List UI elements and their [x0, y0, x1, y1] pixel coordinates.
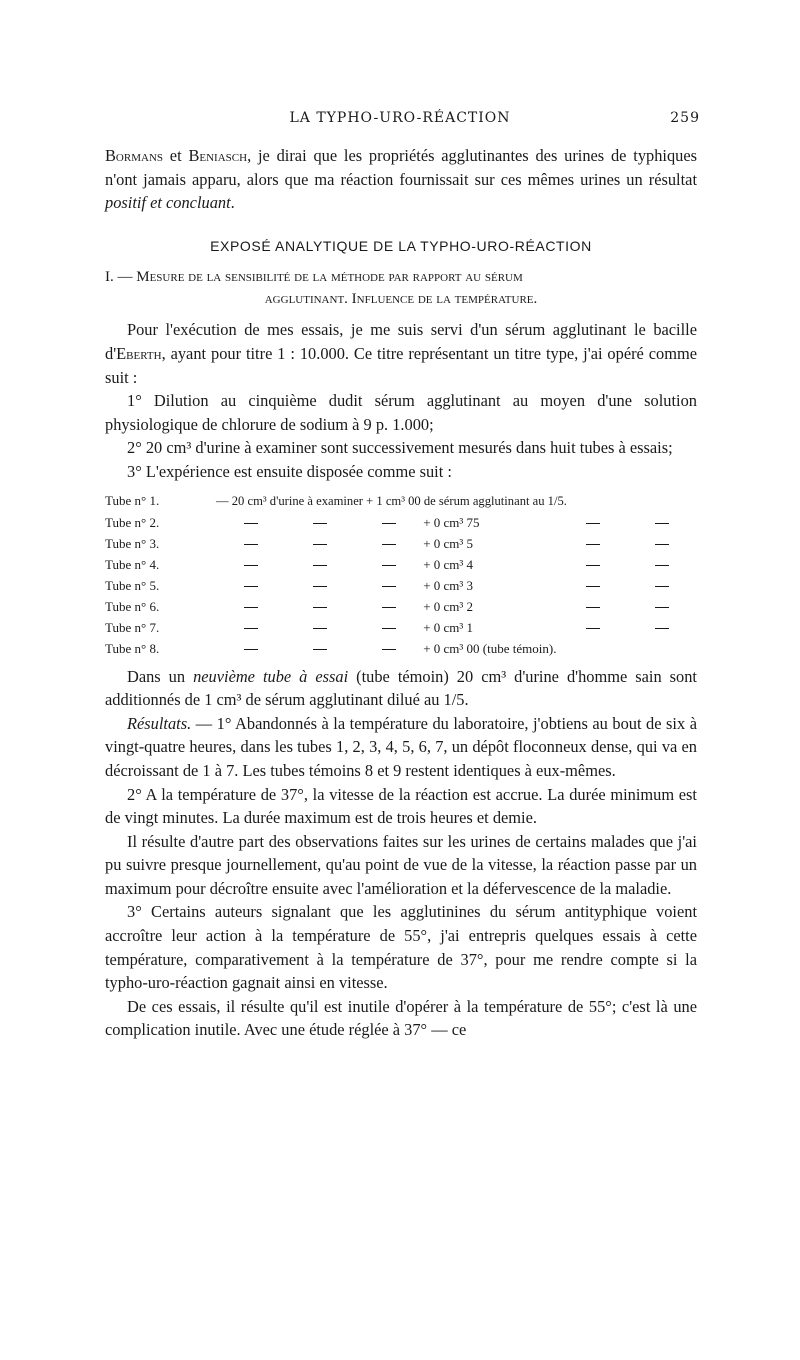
author-name: Eberth	[116, 343, 162, 363]
running-header	[100, 110, 700, 130]
table-row	[105, 554, 697, 575]
paragraph: De ces essais, il résulte qu'il est inutile d'opérer à la température de 55°; c'est là une complication inutile. Avec une étude réglée à 37° — ce	[105, 996, 697, 1040]
paragraph-text: Dans un	[127, 666, 194, 686]
tube-volume: + 0 cm³ 00 (tube témoin).	[423, 640, 557, 656]
step-1: 1° Dilution au cinquième dudit sérum agglutinant au moyen d'une solution physiologique de chlorure de sodium à 9 p. 1.000;	[105, 391, 697, 434]
paragraph-method	[105, 318, 697, 389]
step-3: 3° L'expérience est ensuite disposée comme suit :	[127, 461, 452, 481]
paragraph: 2° A la température de 37°, la vitesse de la réaction est accrue. La durée minimum est de vingt minutes. La durée maximum est de trois heures et demie.	[105, 784, 697, 828]
table-row	[105, 596, 697, 617]
table-row	[105, 575, 697, 596]
paragraph: Il résulte d'autre part des observations faites sur les urines de certains malades que j'ai pu suivre presque journellement, qu'au point de vue de la vitesse, la réaction passe par un maximum pour décroître ensuite avec l'amélioration et la défervescence de la maladie.	[105, 831, 697, 898]
table-row	[105, 617, 697, 638]
subsection-line: I. — Mesure de la sensibilité de la méthode par rapport au sérum	[105, 269, 523, 286]
author-name: Beniasch	[188, 146, 248, 165]
emphasis: neuvième tube à essai	[193, 666, 349, 686]
tube-label: Tube n° 1.	[105, 492, 160, 508]
section-title: EXPOSÉ ANALYTIQUE DE LA TYPHO-URO-RÉACTION	[210, 237, 592, 254]
table-row	[105, 533, 697, 554]
tube-description: — 20 cm³ d'urine à examiner + 1 cm³ 00 de sérum agglutinant au 1/5.	[216, 493, 567, 508]
conjunction: et	[163, 146, 189, 165]
tubes-table	[105, 490, 697, 659]
tube-label: Tube n° 6.	[105, 598, 160, 614]
body-text	[105, 144, 697, 1042]
table-row	[105, 490, 697, 512]
results-label: Résultats.	[127, 713, 192, 733]
paragraph: 3° Certains auteurs signalant que les agglutinines du sérum antityphique voient accroître leur action à la température de 55°, j'ai entrepris quelques essais à cette température, comparativement à la température de 37°, pour me rendre compte si la typho-uro-réaction gagnait ainsi en vitesse.	[105, 902, 697, 993]
page-number: 259	[670, 110, 700, 126]
subsection-line: agglutinant. Influence de la température.	[264, 291, 538, 308]
paragraph-text: — 1° Abandonnés à la température du laboratoire, j'obtiens au bout de six à vingt-quatre heures, dans les tubes 1, 2, 3, 4, 5, 6, 7, un dépôt floconneux dense, qui va en décroissant de 1 à 7. Les tubes témoins 8 et 9 restent identiques à eux-mêmes.	[105, 713, 697, 780]
tube-volume: + 0 cm³ 4	[423, 556, 474, 572]
paragraph-text: Pour l'exécution de mes essais, je me suis servi d'un sérum agglutinant le bacille d'	[105, 320, 697, 363]
tube-label: Tube n° 8.	[105, 640, 160, 656]
paragraph-text: , ayant pour titre 1 : 10.000. Ce titre représentant un titre type, j'ai opéré comme suit :	[105, 343, 697, 387]
paragraph-text: (tube témoin) 20 cm³ d'urine d'homme sain sont additionnés de 1 cm³ de sérum agglutinant dilué au 1/5.	[105, 666, 697, 710]
tube-volume: + 0 cm³ 3	[423, 577, 474, 593]
paragraph-ninth-tube	[105, 665, 697, 712]
tube-label: Tube n° 7.	[105, 619, 160, 635]
subsection-heading	[105, 266, 697, 310]
tube-volume: + 0 cm³ 75	[423, 514, 480, 530]
punctuation: .	[230, 193, 235, 213]
running-title: LA TYPHO-URO-RÉACTION	[289, 110, 511, 126]
tube-label: Tube n° 5.	[105, 577, 160, 593]
emphasis: positif et concluant	[105, 193, 231, 213]
tube-label: Tube n° 3.	[105, 535, 160, 551]
tube-volume: + 0 cm³ 5	[423, 535, 474, 551]
tube-volume: + 0 cm³ 2	[423, 598, 474, 614]
table-row	[105, 512, 697, 533]
tube-volume: + 0 cm³ 1	[423, 619, 474, 635]
tube-label: Tube n° 4.	[105, 556, 160, 572]
paragraph-intro	[105, 144, 697, 215]
paragraph-text: , je dirai que les propriétés agglutinantes des urines de typhiques n'ont jamais apparu, alors que ma réaction fournissait sur ces mêmes urines un résultat	[105, 146, 698, 189]
author-name: Bormans	[105, 146, 163, 165]
table-row	[105, 638, 697, 659]
paragraph-results	[105, 712, 697, 783]
step-2: 2° 20 cm³ d'urine à examiner sont successivement mesurés dans huit tubes à essais;	[127, 438, 673, 458]
tube-label: Tube n° 2.	[105, 514, 160, 530]
